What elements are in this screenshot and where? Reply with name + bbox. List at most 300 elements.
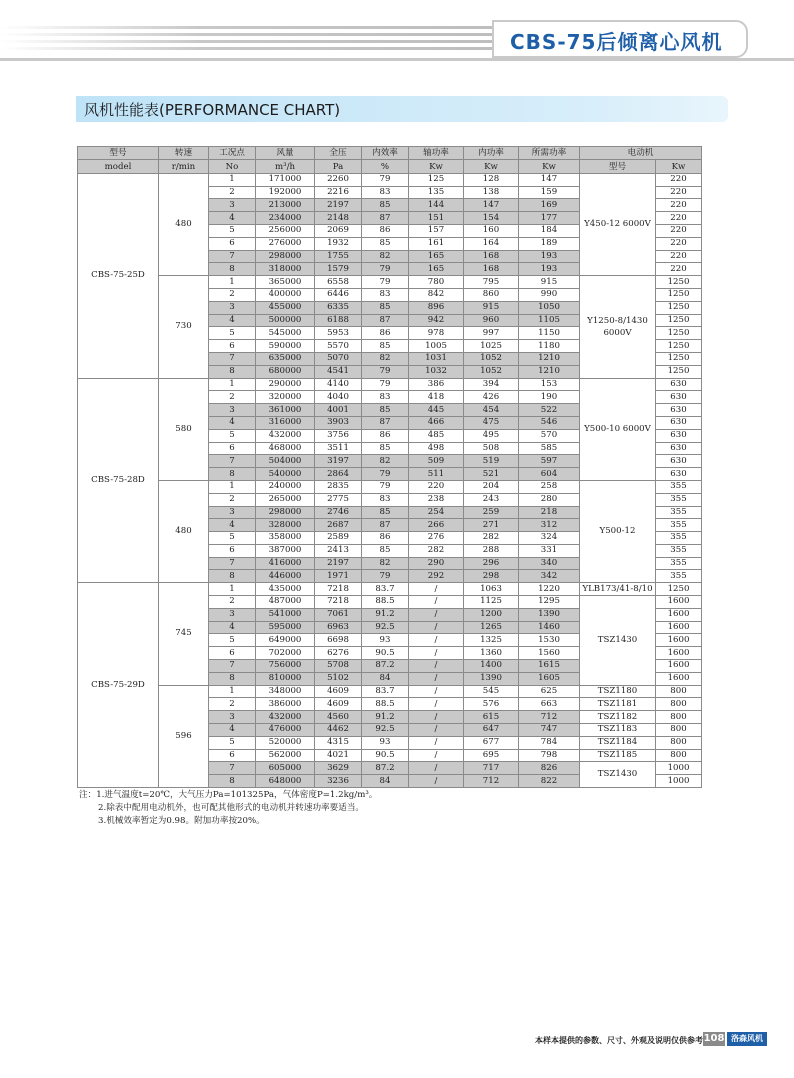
data-cell: 3 (209, 506, 256, 519)
data-cell: 316000 (256, 416, 315, 429)
data-cell: 1050 (519, 301, 580, 314)
data-cell: / (409, 736, 464, 749)
motor-kw-cell: 355 (656, 570, 702, 583)
motor-kw-cell: 1000 (656, 775, 702, 788)
data-cell: 3236 (315, 775, 362, 788)
model-cell: CBS-75-25D (78, 173, 159, 378)
data-cell: 1005 (409, 340, 464, 353)
data-cell: 157 (409, 224, 464, 237)
data-cell: 161 (409, 237, 464, 250)
data-cell: 1031 (409, 352, 464, 365)
motor-kw-cell: 220 (656, 224, 702, 237)
data-cell: 7 (209, 660, 256, 673)
col-speed: 转速 (159, 147, 209, 160)
data-cell: 822 (519, 775, 580, 788)
data-cell: 4560 (315, 711, 362, 724)
motor-kw-cell: 355 (656, 506, 702, 519)
data-cell: 6963 (315, 621, 362, 634)
data-cell: 604 (519, 468, 580, 481)
data-cell: 258 (519, 480, 580, 493)
col-flow-unit: m³/h (256, 160, 315, 173)
footer-disclaimer: 本样本提供的参数、尺寸、外观及说明仅供参考 (535, 1036, 703, 1045)
data-cell: / (409, 775, 464, 788)
data-cell: 7 (209, 557, 256, 570)
data-cell: 545000 (256, 327, 315, 340)
data-cell: 5102 (315, 672, 362, 685)
data-cell: 1 (209, 173, 256, 186)
data-cell: 298 (464, 570, 519, 583)
motor-kw-cell: 220 (656, 263, 702, 276)
motor-kw-cell: 800 (656, 736, 702, 749)
data-cell: 1125 (464, 596, 519, 609)
data-cell: 165 (409, 250, 464, 263)
data-cell: 8 (209, 570, 256, 583)
data-cell: 1 (209, 685, 256, 698)
data-cell: 635000 (256, 352, 315, 365)
data-cell: 649000 (256, 634, 315, 647)
data-cell: / (409, 647, 464, 660)
data-cell: 896 (409, 301, 464, 314)
motor-kw-cell: 1250 (656, 301, 702, 314)
motor-kw-cell: 1600 (656, 621, 702, 634)
data-cell: 500000 (256, 314, 315, 327)
data-cell: 92.5 (362, 621, 409, 634)
data-cell: / (409, 724, 464, 737)
data-cell: 90.5 (362, 749, 409, 762)
motor-kw-cell: 800 (656, 724, 702, 737)
motor-kw-cell: 800 (656, 698, 702, 711)
data-cell: 747 (519, 724, 580, 737)
data-cell: 2197 (315, 199, 362, 212)
data-cell: 125 (409, 173, 464, 186)
motor-model-cell: Y500-10 6000V (580, 378, 656, 480)
data-cell: 93 (362, 634, 409, 647)
data-cell: 8 (209, 775, 256, 788)
data-cell: 5 (209, 634, 256, 647)
data-cell: 88.5 (362, 698, 409, 711)
data-cell: 519 (464, 455, 519, 468)
page-title: CBS-75后倾离心风机 (510, 30, 723, 54)
table-row (78, 480, 702, 493)
data-cell: 4 (209, 621, 256, 634)
motor-kw-cell: 220 (656, 250, 702, 263)
data-cell: 942 (409, 314, 464, 327)
data-cell: 487000 (256, 596, 315, 609)
data-cell: 1325 (464, 634, 519, 647)
data-cell: 1220 (519, 583, 580, 596)
data-cell: 85 (362, 404, 409, 417)
data-cell: 8 (209, 672, 256, 685)
motor-kw-cell: 1000 (656, 762, 702, 775)
data-cell: 2864 (315, 468, 362, 481)
data-cell: 476000 (256, 724, 315, 737)
col-inner: 内功率 (464, 147, 519, 160)
data-cell: 298000 (256, 250, 315, 263)
data-cell: 87.2 (362, 660, 409, 673)
data-cell: 5 (209, 327, 256, 340)
data-cell: 6 (209, 544, 256, 557)
data-cell: 85 (362, 544, 409, 557)
data-cell: 810000 (256, 672, 315, 685)
data-cell: 3 (209, 199, 256, 212)
data-cell: 254 (409, 506, 464, 519)
data-cell: 259 (464, 506, 519, 519)
data-cell: 358000 (256, 532, 315, 545)
model-cell: CBS-75-29D (78, 583, 159, 788)
data-cell: 784 (519, 736, 580, 749)
data-cell: 1210 (519, 365, 580, 378)
data-cell: 648000 (256, 775, 315, 788)
brand-label: 洛森风机 (727, 1032, 767, 1046)
data-cell: 8 (209, 365, 256, 378)
data-cell: 2687 (315, 519, 362, 532)
data-cell: 842 (409, 288, 464, 301)
motor-model-cell: TSZ1430 (580, 596, 656, 686)
col-shaft-unit: Kw (409, 160, 464, 173)
data-cell: 5953 (315, 327, 362, 340)
data-cell: 85 (362, 442, 409, 455)
data-cell: 4021 (315, 749, 362, 762)
data-cell: 702000 (256, 647, 315, 660)
speed-cell: 730 (159, 276, 209, 378)
col-speed-unit: r/min (159, 160, 209, 173)
data-cell: 695 (464, 749, 519, 762)
col-pressure-unit: Pa (315, 160, 362, 173)
data-cell: 446000 (256, 570, 315, 583)
motor-kw-cell: 800 (656, 749, 702, 762)
data-cell: 432000 (256, 711, 315, 724)
data-cell: 79 (362, 378, 409, 391)
data-cell: 416000 (256, 557, 315, 570)
data-cell: 82 (362, 455, 409, 468)
motor-kw-cell: 355 (656, 557, 702, 570)
motor-kw-cell: 220 (656, 173, 702, 186)
data-cell: 717 (464, 762, 519, 775)
data-cell: 128 (464, 173, 519, 186)
motor-kw-cell: 630 (656, 391, 702, 404)
data-cell: 92.5 (362, 724, 409, 737)
data-cell: 4609 (315, 685, 362, 698)
data-cell: 4140 (315, 378, 362, 391)
data-cell: 220 (409, 480, 464, 493)
motor-kw-cell: 355 (656, 544, 702, 557)
data-cell: / (409, 672, 464, 685)
data-cell: 978 (409, 327, 464, 340)
data-cell: 165 (409, 263, 464, 276)
data-cell: 2 (209, 186, 256, 199)
data-cell: 84 (362, 775, 409, 788)
data-cell: 386 (409, 378, 464, 391)
data-cell: 915 (464, 301, 519, 314)
data-cell: 3 (209, 608, 256, 621)
data-cell: 990 (519, 288, 580, 301)
data-cell: 147 (519, 173, 580, 186)
data-cell: 240000 (256, 480, 315, 493)
data-cell: 4541 (315, 365, 362, 378)
data-cell: 290 (409, 557, 464, 570)
motor-kw-cell: 630 (656, 416, 702, 429)
data-cell: 296 (464, 557, 519, 570)
col-req: 所需功率 (519, 147, 580, 160)
data-cell: 276 (409, 532, 464, 545)
col-no: 工况点 (209, 147, 256, 160)
motor-kw-cell: 630 (656, 468, 702, 481)
data-cell: 1 (209, 480, 256, 493)
data-cell: 545 (464, 685, 519, 698)
model-cell: CBS-75-28D (78, 378, 159, 583)
data-cell: / (409, 583, 464, 596)
data-cell: 282 (464, 532, 519, 545)
data-cell: 177 (519, 212, 580, 225)
motor-model-cell: TSZ1183 (580, 724, 656, 737)
data-cell: 2775 (315, 493, 362, 506)
col-motor-kw: Kw (656, 160, 702, 173)
motor-kw-cell: 1250 (656, 583, 702, 596)
data-cell: 5570 (315, 340, 362, 353)
motor-model-cell: TSZ1182 (580, 711, 656, 724)
data-cell: 7061 (315, 608, 362, 621)
data-cell: 342 (519, 570, 580, 583)
data-cell: / (409, 711, 464, 724)
data-cell: 265000 (256, 493, 315, 506)
data-cell: 2069 (315, 224, 362, 237)
data-cell: 151 (409, 212, 464, 225)
data-cell: / (409, 596, 464, 609)
data-cell: 83 (362, 288, 409, 301)
data-cell: 87 (362, 519, 409, 532)
data-cell: 189 (519, 237, 580, 250)
data-cell: 432000 (256, 429, 315, 442)
motor-kw-cell: 1250 (656, 352, 702, 365)
speed-cell: 480 (159, 480, 209, 582)
data-cell: 4462 (315, 724, 362, 737)
motor-model-cell: Y450-12 6000V (580, 173, 656, 275)
page-number: 108 (703, 1033, 725, 1044)
data-cell: 1180 (519, 340, 580, 353)
data-cell: 153 (519, 378, 580, 391)
speed-cell: 480 (159, 173, 209, 275)
data-cell: 1 (209, 583, 256, 596)
motor-kw-cell: 220 (656, 199, 702, 212)
data-cell: 4040 (315, 391, 362, 404)
data-cell: 6188 (315, 314, 362, 327)
data-cell: 1105 (519, 314, 580, 327)
data-cell: 8 (209, 263, 256, 276)
data-cell: 3511 (315, 442, 362, 455)
data-cell: 93 (362, 736, 409, 749)
data-cell: / (409, 608, 464, 621)
data-cell: 6335 (315, 301, 362, 314)
motor-kw-cell: 800 (656, 685, 702, 698)
data-cell: 387000 (256, 544, 315, 557)
data-cell: 2148 (315, 212, 362, 225)
col-motor-model: 型号 (580, 160, 656, 173)
performance-table (77, 146, 702, 788)
data-cell: 756000 (256, 660, 315, 673)
data-cell: 1615 (519, 660, 580, 673)
section-title: 风机性能表(PERFORMANCE CHART) (84, 101, 341, 119)
motor-kw-cell: 630 (656, 455, 702, 468)
data-cell: 1560 (519, 647, 580, 660)
data-cell: 5708 (315, 660, 362, 673)
motor-model-cell: YLB173/41-8/10 (580, 583, 656, 596)
motor-kw-cell: 1250 (656, 365, 702, 378)
col-pressure: 全压 (315, 147, 362, 160)
data-cell: 498 (409, 442, 464, 455)
data-cell: 1579 (315, 263, 362, 276)
data-cell: 1052 (464, 365, 519, 378)
data-cell: 2746 (315, 506, 362, 519)
data-cell: 204 (464, 480, 519, 493)
data-cell: 386000 (256, 698, 315, 711)
data-cell: 6446 (315, 288, 362, 301)
data-cell: 1200 (464, 608, 519, 621)
data-cell: 276000 (256, 237, 315, 250)
data-cell: 2197 (315, 557, 362, 570)
data-cell: 193 (519, 263, 580, 276)
motor-kw-cell: 630 (656, 404, 702, 417)
table-row (78, 173, 702, 186)
data-cell: 324 (519, 532, 580, 545)
motor-kw-cell: 630 (656, 429, 702, 442)
data-cell: 1210 (519, 352, 580, 365)
data-cell: 256000 (256, 224, 315, 237)
data-cell: 340 (519, 557, 580, 570)
data-cell: 1295 (519, 596, 580, 609)
data-cell: 960 (464, 314, 519, 327)
data-cell: 6698 (315, 634, 362, 647)
data-cell: 361000 (256, 404, 315, 417)
data-cell: 504000 (256, 455, 315, 468)
data-cell: 82 (362, 250, 409, 263)
data-cell: 509 (409, 455, 464, 468)
note-2: 2.除表中配用电动机外，也可配其他形式的电动机并转速功率要适当。 (98, 803, 365, 813)
data-cell: 915 (519, 276, 580, 289)
motor-kw-cell: 1250 (656, 327, 702, 340)
data-cell: 2216 (315, 186, 362, 199)
data-cell: 271 (464, 519, 519, 532)
data-cell: 6276 (315, 647, 362, 660)
header-decoration (0, 26, 500, 58)
data-cell: 91.2 (362, 608, 409, 621)
motor-kw-cell: 355 (656, 493, 702, 506)
motor-model-cell: TSZ1430 (580, 762, 656, 788)
data-cell: 79 (362, 365, 409, 378)
data-cell: 5 (209, 736, 256, 749)
data-cell: 83 (362, 493, 409, 506)
data-cell: 168 (464, 250, 519, 263)
data-cell: 85 (362, 340, 409, 353)
data-cell: 521 (464, 468, 519, 481)
data-cell: 3756 (315, 429, 362, 442)
motor-kw-cell: 355 (656, 519, 702, 532)
motor-kw-cell: 630 (656, 442, 702, 455)
data-cell: 8 (209, 468, 256, 481)
data-cell: 288 (464, 544, 519, 557)
data-cell: 485 (409, 429, 464, 442)
data-cell: 712 (519, 711, 580, 724)
data-cell: 83 (362, 186, 409, 199)
data-cell: 298000 (256, 506, 315, 519)
data-cell: 159 (519, 186, 580, 199)
data-cell: 1605 (519, 672, 580, 685)
data-cell: 445 (409, 404, 464, 417)
data-cell: 615 (464, 711, 519, 724)
data-cell: 83.7 (362, 685, 409, 698)
motor-kw-cell: 355 (656, 480, 702, 493)
data-cell: 595000 (256, 621, 315, 634)
motor-kw-cell: 220 (656, 186, 702, 199)
data-cell: / (409, 660, 464, 673)
data-cell: 997 (464, 327, 519, 340)
col-eff-unit: % (362, 160, 409, 173)
data-cell: 1032 (409, 365, 464, 378)
data-cell: 138 (464, 186, 519, 199)
data-cell: 475 (464, 416, 519, 429)
data-cell: 4609 (315, 698, 362, 711)
data-cell: 7 (209, 250, 256, 263)
data-cell: 348000 (256, 685, 315, 698)
table-body (78, 173, 702, 787)
data-cell: 144 (409, 199, 464, 212)
data-cell: 1 (209, 276, 256, 289)
data-cell: 147 (464, 199, 519, 212)
data-cell: 1063 (464, 583, 519, 596)
data-cell: 87.2 (362, 762, 409, 775)
data-cell: 7 (209, 352, 256, 365)
data-cell: 712 (464, 775, 519, 788)
data-cell: 455000 (256, 301, 315, 314)
data-cell: 290000 (256, 378, 315, 391)
data-cell: 1460 (519, 621, 580, 634)
data-cell: 87 (362, 314, 409, 327)
data-cell: 2413 (315, 544, 362, 557)
note-3: 3.机械效率暂定为0.98。附加功率按20%。 (98, 816, 265, 826)
data-cell: 400000 (256, 288, 315, 301)
data-cell: 6558 (315, 276, 362, 289)
data-cell: 234000 (256, 212, 315, 225)
col-motor: 电动机 (580, 147, 702, 160)
data-cell: 86 (362, 327, 409, 340)
data-cell: 365000 (256, 276, 315, 289)
data-cell: 4 (209, 212, 256, 225)
data-cell: 394 (464, 378, 519, 391)
motor-kw-cell: 630 (656, 378, 702, 391)
note-1: 注：1.进气温度t=20℃，大气压力Pa=101325Pa，气体密度P=1.2kg/m³。 (79, 790, 378, 800)
data-cell: 522 (519, 404, 580, 417)
data-cell: 4 (209, 314, 256, 327)
data-cell: 1755 (315, 250, 362, 263)
data-cell: 164 (464, 237, 519, 250)
data-cell: 83.7 (362, 583, 409, 596)
data-cell: 82 (362, 352, 409, 365)
motor-kw-cell: 1250 (656, 314, 702, 327)
data-cell: 1390 (464, 672, 519, 685)
motor-kw-cell: 1600 (656, 660, 702, 673)
data-cell: 169 (519, 199, 580, 212)
data-cell: 540000 (256, 468, 315, 481)
data-cell: 320000 (256, 391, 315, 404)
col-inner-unit: Kw (464, 160, 519, 173)
motor-model-cell: Y500-12 (580, 480, 656, 582)
motor-kw-cell: 1600 (656, 634, 702, 647)
col-eff: 内效率 (362, 147, 409, 160)
data-cell: 318000 (256, 263, 315, 276)
speed-cell: 745 (159, 583, 209, 685)
data-cell: 680000 (256, 365, 315, 378)
table-row (78, 378, 702, 391)
data-cell: 84 (362, 672, 409, 685)
